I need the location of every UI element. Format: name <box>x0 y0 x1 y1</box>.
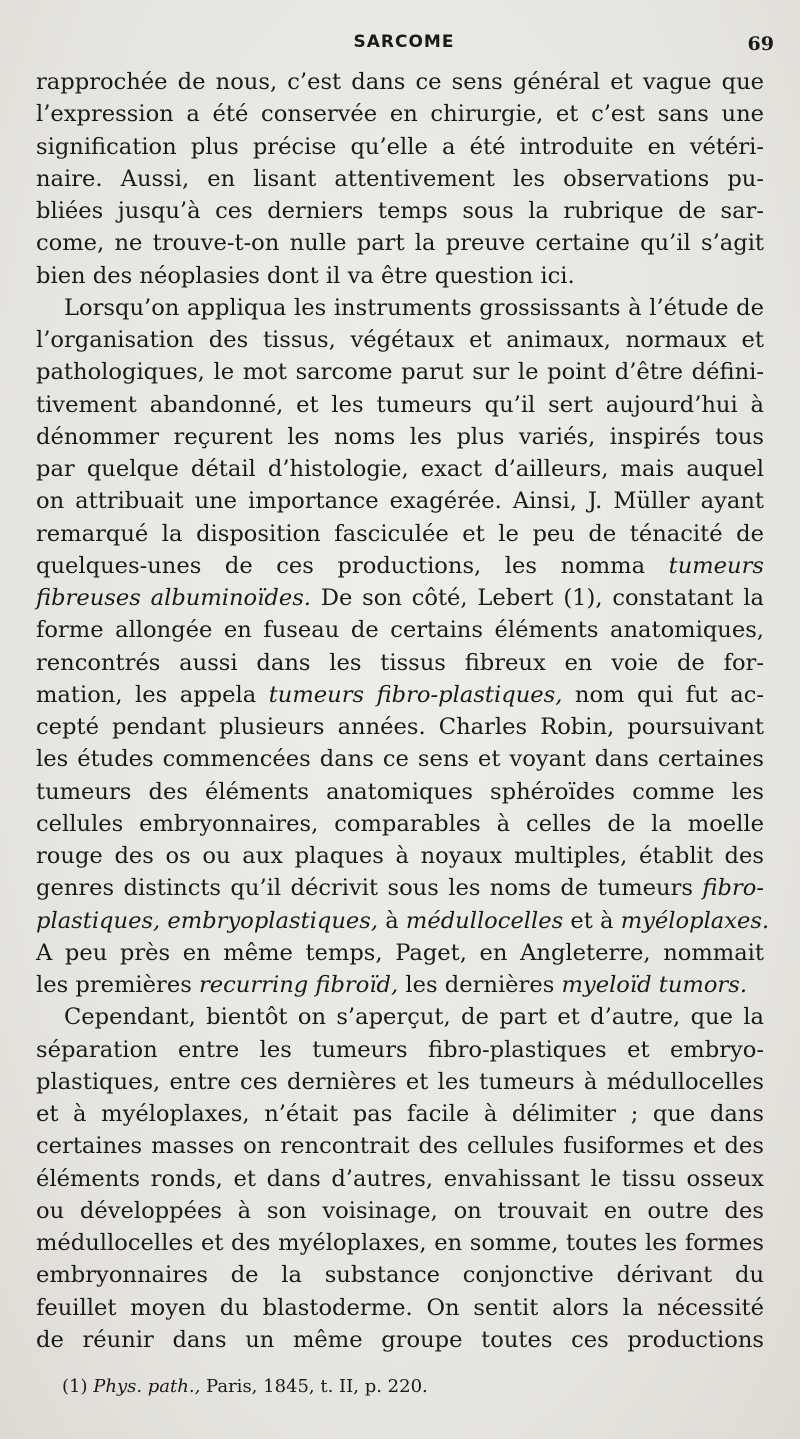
text-line <box>36 969 764 1001</box>
text-line: cellules embryonnaires, comparables à celles de la moelle <box>36 810 764 837</box>
text-line: embryonnaires de la substance conjonctive dérivant du <box>36 1262 764 1289</box>
italic-term: recurring fibroïd, <box>198 972 399 998</box>
text-line <box>36 679 764 711</box>
text-line: rouge des os ou aux plaques à noyaux multiples, établit des <box>36 843 764 869</box>
text-segment: nom qui fut ac- <box>574 681 764 708</box>
text-line: Cependant, bientôt on s’aperçut, de part et d’autre, que la <box>64 1004 764 1031</box>
text-segment: et à <box>570 907 614 934</box>
text-line: les études commencées dans ce sens et voyant dans certaines <box>36 746 764 773</box>
text-line: plastiques, entre ces dernières et les tumeurs à médullocelles <box>36 1068 764 1095</box>
text-segment: les dernières <box>405 972 555 998</box>
page-number: 69 <box>747 33 774 55</box>
text-segment: De son côté, Lebert (1), constatant la <box>320 585 764 611</box>
italic-term: myeloïd tumors. <box>561 972 748 998</box>
text-line: l’expression a été conservée en chirurgie, et c’est sans une <box>36 101 764 128</box>
text-line: pathologiques, le mot sarcome parut sur le point d’être défini- <box>36 359 764 386</box>
text-line: séparation entre les tumeurs fibro-plastiques et embryo- <box>36 1036 764 1063</box>
body-text <box>36 66 770 1356</box>
text-segment: quelques-unes de ces productions, les nomma <box>36 552 646 579</box>
italic-term: médullocelles <box>405 907 564 934</box>
text-line: et à myéloplaxes, n’était pas facile à délimiter ; que dans <box>36 1101 764 1127</box>
text-segment: mation, les appela <box>36 681 257 708</box>
text-line: ou développées à son voisinage, on trouvait en outre des <box>36 1197 764 1224</box>
text-line: Lorsqu’on appliqua les instruments grossissants à l’étude de <box>64 294 764 321</box>
text-line <box>36 905 770 937</box>
text-line: certaines masses on rencontrait des cellules fusiformes et des <box>36 1133 764 1160</box>
footnote-reference: Paris, 1845, t. II, p. 220. <box>206 1376 428 1397</box>
text-line <box>36 550 764 582</box>
italic-term: tumeurs <box>668 552 764 579</box>
text-segment: genres distincts qu’il décrivit sous les noms de tumeurs <box>36 875 693 902</box>
italic-term: plastiques, embryoplastiques, <box>36 907 379 934</box>
italic-term: myéloplaxes. <box>620 907 770 934</box>
footnote <box>62 1374 428 1400</box>
text-line: tivement abandonné, et les tumeurs qu’il sert aujourd’hui à <box>36 391 764 418</box>
text-line: médullocelles et des myéloplaxes, en somme, toutes les formes <box>36 1230 764 1256</box>
text-line: forme allongée en fuseau de certains éléments anatomiques, <box>36 617 764 644</box>
text-line: éléments ronds, et dans d’autres, envahissant le tissu osseux <box>36 1165 764 1192</box>
text-segment: les premières <box>36 972 192 998</box>
text-line: on attribuait une importance exagérée. Ainsi, J. Müller ayant <box>36 488 764 515</box>
text-line: bien des néoplasies dont il va être question ici. <box>36 262 575 289</box>
text-line <box>36 582 764 614</box>
text-line: remarqué la disposition fasciculée et le peu de ténacité de <box>36 520 764 547</box>
text-line: de réunir dans un même groupe toutes ces productions <box>36 1326 764 1353</box>
footnote-marker: (1) <box>62 1376 88 1397</box>
text-line: par quelque détail d’histologie, exact d’ailleurs, mais auquel <box>36 456 764 482</box>
text-line: bliées jusqu’à ces derniers temps sous la rubrique de sar- <box>36 198 764 224</box>
italic-term: fibreuses albuminoïdes. <box>36 585 311 611</box>
running-head <box>34 32 774 60</box>
text-segment: à <box>385 907 399 934</box>
text-line: A peu près en même temps, Paget, en Angleterre, nommait <box>36 939 764 966</box>
text-line: naire. Aussi, en lisant attentivement les observations pu- <box>36 165 764 192</box>
footnote-source: Phys. path., <box>93 1376 201 1397</box>
text-line: rapprochée de nous, c’est dans ce sens général et vague que <box>36 69 764 95</box>
text-line: l’organisation des tissus, végétaux et animaux, normaux et <box>36 327 764 353</box>
running-head-title: SARCOME <box>353 32 455 52</box>
italic-term: fibro- <box>702 875 764 902</box>
text-line: cepté pendant plusieurs années. Charles Robin, poursuivant <box>36 714 764 740</box>
text-line: come, ne trouve-t-on nulle part la preuve certaine qu’il s’agit <box>36 230 764 257</box>
text-line: dénommer reçurent les noms les plus variés, inspirés tous <box>36 423 764 450</box>
text-line: signification plus précise qu’elle a été introduite en vétéri- <box>36 133 764 160</box>
text-line: feuillet moyen du blastoderme. On sentit alors la nécessité <box>36 1294 764 1321</box>
text-line: tumeurs des éléments anatomiques sphéroïdes comme les <box>36 778 764 805</box>
text-line: rencontrés aussi dans les tissus fibreux en voie de for- <box>36 649 764 676</box>
text-line <box>36 872 764 904</box>
italic-term: tumeurs fibro-plastiques, <box>268 681 563 708</box>
